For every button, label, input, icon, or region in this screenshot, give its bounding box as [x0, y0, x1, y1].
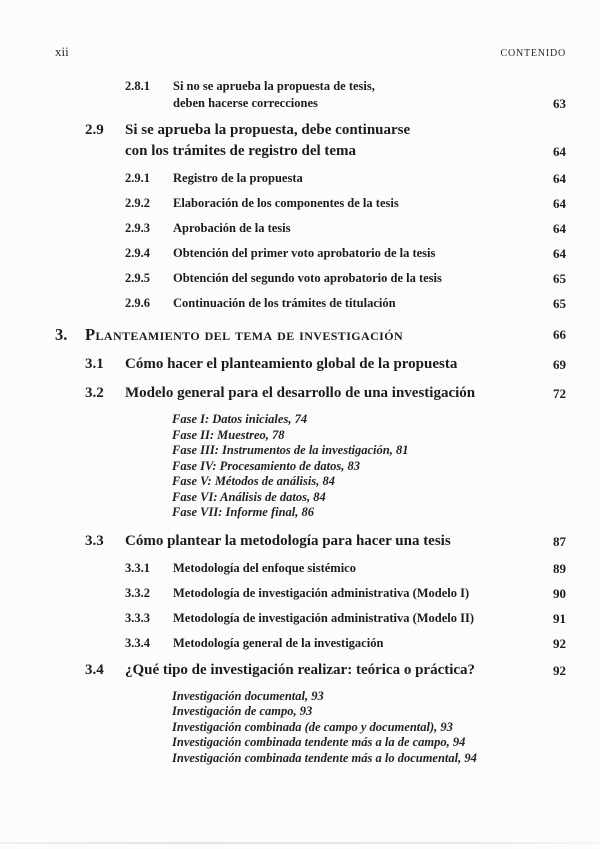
toc-entry-title-line: Elaboración de los componentes de la tesis	[173, 196, 399, 210]
toc-entry-title	[85, 324, 526, 346]
toc-entry-title	[173, 195, 526, 212]
toc-entry-page-number: 64	[553, 246, 566, 261]
toc-entry-title	[125, 120, 526, 162]
toc-entry-title-line: Metodología general de la investigación	[173, 635, 384, 650]
toc-entry-2-9	[0, 120, 600, 162]
toc-entry-3-3	[0, 531, 600, 552]
toc-entry-3-1	[0, 354, 600, 375]
toc-entry-page-number: 64	[553, 196, 566, 211]
toc-entry-page-number: 64	[553, 221, 566, 236]
toc-entry-page-number: 87	[553, 533, 566, 549]
toc-entry-title	[125, 383, 526, 404]
running-head-title: CONTENIDO	[500, 48, 566, 59]
toc-entry-page-number: 65	[553, 271, 566, 286]
toc-detail-line: Fase III: Instrumentos de la investigación, 81	[172, 443, 409, 457]
toc-entry-number: 3.3.3	[125, 610, 150, 625]
toc-entry-title-line: Metodología de investigación administrativa (Modelo II)	[173, 610, 475, 625]
toc-detail-line: Fase VII: Informe final, 86	[172, 505, 315, 519]
toc-entry-title-line: Metodología del enfoque sistémico	[173, 560, 356, 575]
toc-entry-page-number: 91	[553, 610, 566, 626]
toc-entry-title	[173, 170, 526, 187]
toc-entry-title-line: Cómo plantear la metodología para hacer una tesis	[125, 532, 451, 549]
toc-entry-title-line: Si se aprueba la propuesta, debe continuarse	[125, 122, 411, 138]
toc-entry-3-2	[0, 383, 600, 404]
toc-entry-title	[173, 635, 526, 652]
toc-entry-page-number: 89	[553, 560, 566, 576]
toc-entry-3	[0, 324, 600, 346]
toc-entry-number: 2.9.5	[125, 271, 150, 285]
toc-detail-group	[0, 412, 600, 521]
toc-entry-page-number: 65	[553, 296, 566, 311]
toc-entry-title	[125, 531, 526, 552]
toc-entry-page-number: 66	[553, 327, 566, 342]
toc-entry-2-9-6	[0, 295, 600, 312]
toc-entry-2-9-3	[0, 220, 600, 237]
toc-entry-title	[173, 610, 526, 627]
toc-entry-page-number: 63	[553, 96, 566, 111]
toc-entry-title	[173, 220, 526, 237]
toc-list	[0, 60, 600, 766]
toc-entry-title	[173, 560, 526, 577]
toc-entry-number: 3.	[55, 325, 68, 344]
toc-entry-3-3-3	[0, 610, 600, 627]
toc-entry-3-3-2	[0, 585, 600, 602]
toc-entry-3-3-4	[0, 635, 600, 652]
toc-entry-title-line: Obtención del primer voto aprobatorio de la tesis	[173, 246, 436, 260]
toc-entry-number: 2.9.1	[125, 171, 150, 185]
toc-entry-number: 3.3	[85, 532, 104, 549]
toc-entry-title	[173, 270, 526, 287]
toc-entry-title-line: Registro de la propuesta	[173, 171, 303, 185]
toc-detail-group	[0, 689, 600, 767]
scan-edge-artifact	[0, 842, 600, 844]
toc-entry-number: 2.8.1	[125, 79, 150, 93]
toc-entry-number: 2.9.6	[125, 296, 150, 310]
toc-detail-line: Investigación de campo, 93	[172, 704, 313, 718]
toc-entry-page-number: 64	[553, 144, 566, 159]
toc-entry-title	[173, 295, 526, 312]
toc-detail-line: Fase I: Datos iniciales, 74	[172, 412, 308, 426]
toc-detail-line: Investigación combinada tendente más a la de campo, 94	[172, 735, 466, 749]
toc-entry-title	[125, 660, 526, 681]
toc-entry-title-line: Continuación de los trámites de titulación	[173, 296, 396, 310]
toc-entry-number: 3.4	[85, 661, 104, 678]
toc-entry-title-line: ¿Qué tipo de investigación realizar: teórica o práctica?	[125, 661, 476, 678]
toc-detail-line: Investigación documental, 93	[172, 688, 324, 703]
toc-entry-title-line: Metodología de investigación administrativa (Modelo I)	[173, 585, 470, 600]
toc-entry-page-number: 92	[553, 635, 566, 651]
toc-entry-3-3-1	[0, 560, 600, 577]
toc-entry-title	[173, 245, 526, 262]
toc-entry-page-number: 64	[553, 171, 566, 186]
toc-entry-title-line: con los trámites de registro del tema	[125, 143, 357, 159]
toc-detail-line: Fase V: Métodos de análisis, 84	[172, 474, 335, 488]
toc-entry-2-9-5	[0, 270, 600, 287]
toc-entry-page-number: 90	[553, 585, 566, 601]
toc-entry-title-line: Modelo general para el desarrollo de una investigación	[125, 385, 476, 401]
toc-entry-3-4	[0, 660, 600, 681]
toc-entry-title-line: Si no se aprueba la propuesta de tesis,	[173, 79, 375, 93]
toc-detail-line: Fase VI: Análisis de datos, 84	[172, 489, 326, 504]
toc-entry-number: 2.9	[85, 122, 104, 138]
toc-entry-number: 2.9.4	[125, 246, 150, 260]
toc-entry-title-line: Planteamiento del tema de investigación	[85, 325, 404, 344]
toc-entry-2-8-1	[0, 78, 600, 112]
toc-entry-number: 3.1	[85, 356, 104, 372]
toc-entry-page-number: 92	[553, 662, 566, 678]
toc-entry-page-number: 69	[553, 357, 566, 372]
toc-entry-title	[125, 354, 526, 375]
toc-entry-title-line: Obtención del segundo voto aprobatorio de la tesis	[173, 271, 442, 285]
toc-entry-title-line: deben hacerse correcciones	[173, 96, 318, 110]
toc-entry-number: 2.9.3	[125, 221, 150, 235]
toc-entry-number: 3.2	[85, 385, 104, 401]
toc-detail-line: Investigación combinada (de campo y documental), 93	[172, 719, 453, 734]
toc-entry-title	[173, 78, 526, 112]
toc-entry-number: 3.3.4	[125, 635, 150, 650]
toc-detail-line: Fase IV: Procesamiento de datos, 83	[172, 458, 360, 473]
toc-entry-2-9-1	[0, 170, 600, 187]
page-folio-number: xii	[55, 44, 69, 59]
toc-detail-line: Investigación combinada tendente más a lo documental, 94	[172, 750, 477, 765]
toc-entry-title	[173, 585, 526, 602]
toc-entry-2-9-2	[0, 195, 600, 212]
toc-entry-number: 3.3.2	[125, 585, 150, 600]
toc-entry-number: 3.3.1	[125, 560, 150, 575]
toc-entry-page-number: 72	[553, 386, 566, 401]
toc-entry-title-line: Cómo hacer el planteamiento global de la propuesta	[125, 356, 458, 372]
toc-entry-number: 2.9.2	[125, 196, 150, 210]
toc-entry-2-9-4	[0, 245, 600, 262]
running-head	[0, 0, 600, 60]
toc-entry-title-line: Aprobación de la tesis	[173, 221, 291, 235]
toc-detail-line: Fase II: Muestreo, 78	[172, 427, 285, 442]
